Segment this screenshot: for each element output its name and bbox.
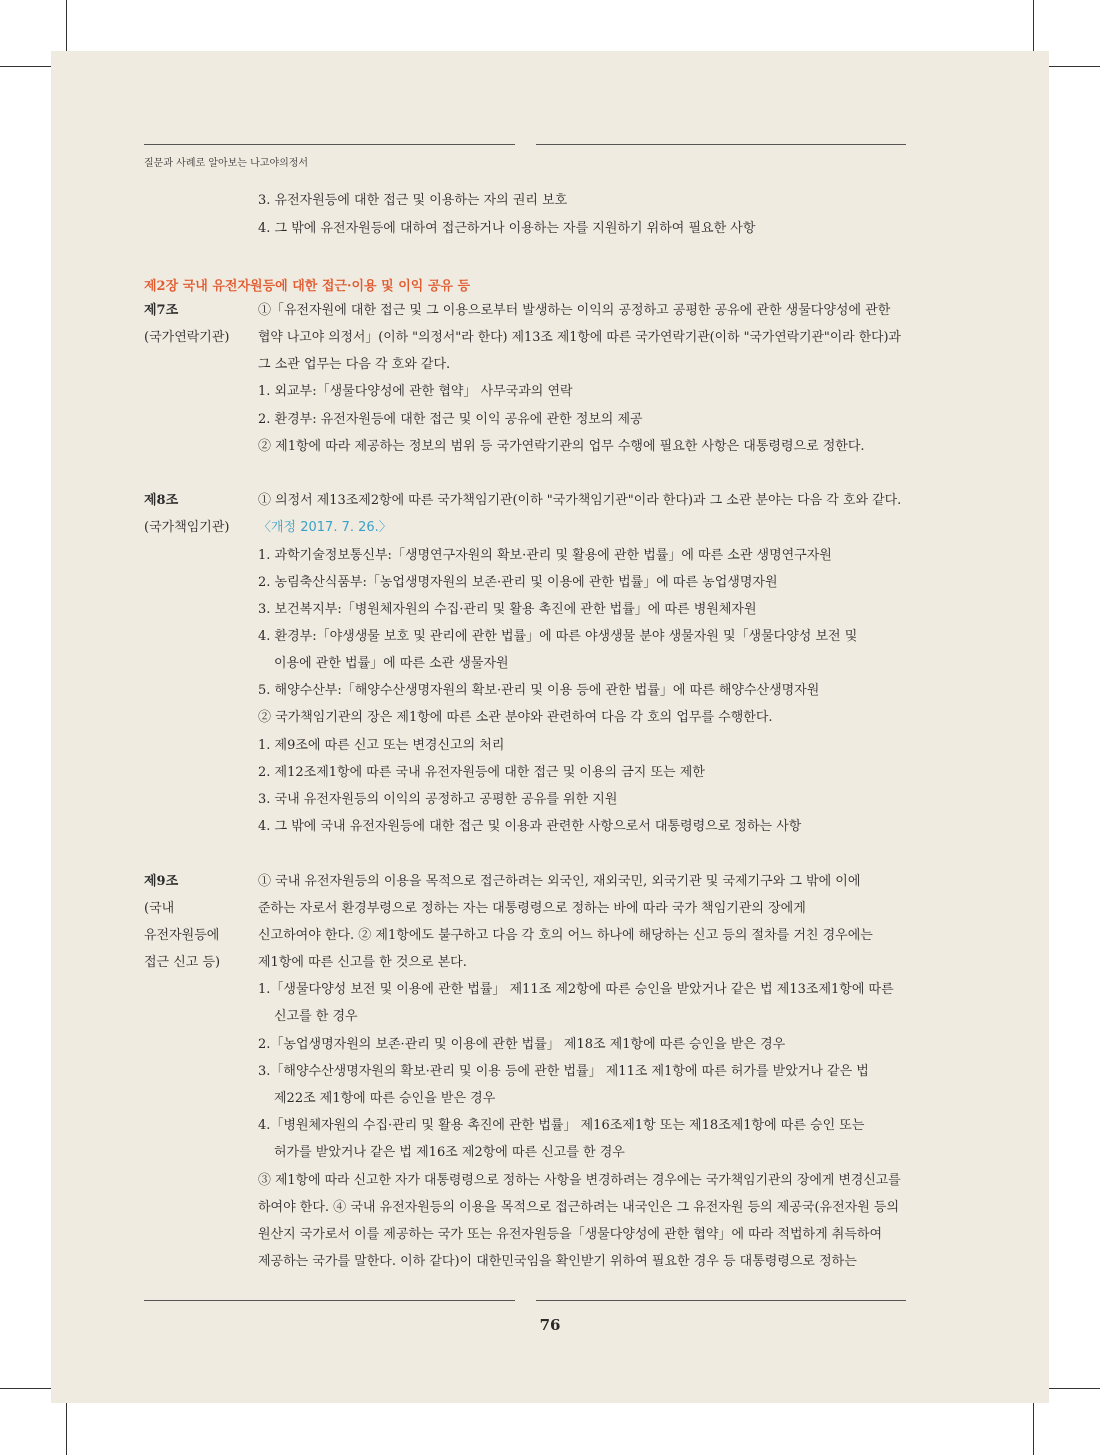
crop-mark [1049,66,1100,67]
page-sheet [51,51,1049,1403]
text-line: 1. 외교부:「생물다양성에 관한 협약」 사무국과의 연락 [258,384,573,399]
article-title: 유전자원등에 [144,928,220,943]
crop-mark [0,66,51,67]
text-line: 원산지 국가로서 이를 제공하는 국가 또는 유전자원등을「생물다양성에 관한 협약」에 따라 적법하게 취득하여 [258,1227,883,1242]
page-number: 76 [539,1316,561,1334]
crop-mark [1033,0,1034,51]
running-title: 질문과 사례로 알아보는 나고야의정서 [144,158,309,169]
text-line: 3.「해양수산생명자원의 확보·관리 및 이용 등에 관한 법률」 제11조 제1항에 따른 허가를 받았거나 같은 법 [258,1064,869,1079]
article-number: 제8조 [144,493,179,508]
text-line: 1. 과학기술정보통신부:「생명연구자원의 확보·관리 및 활용에 관한 법률」에 따른 소관 생명연구자원 [258,548,832,563]
text-line: ② 제1항에 따라 제공하는 정보의 범위 등 국가연락기관의 업무 수행에 필요한 사항은 대통령령으로 정한다. [258,439,865,454]
text-line: 2. 제12조제1항에 따른 국내 유전자원등에 대한 접근 및 이용의 금지 또는 제한 [258,765,705,780]
crop-mark [66,1403,67,1455]
text-line: 하여야 한다. ④ 국내 유전자원등의 이용을 목적으로 접근하려는 내국인은 그 유전자원 등의 제공국(유전자원 등의 [258,1200,900,1215]
text-line: 5. 해양수산부:「해양수산생명자원의 확보·관리 및 이용 등에 관한 법률」에 따른 해양수산생명자원 [258,683,820,698]
text-line: ② 국가책임기관의 장은 제1항에 따른 소관 분야와 관련하여 다음 각 호의 업무를 수행한다. [258,710,773,725]
text-line: 협약 나고야 의정서」(이하 "의정서"라 한다) 제13조 제1항에 따른 국가연락기관(이하 "국가연락기관"이라 한다)과 [258,330,901,345]
text-line: 4. 환경부:「야생생물 보호 및 관리에 관한 법률」에 따른 야생생물 분야 생물자원 및「생물다양성 보전 및 [258,629,858,644]
bottom-rule-right [536,1300,906,1301]
article-title: (국가연락기관) [144,330,230,345]
text-line: 2. 농림축산식품부:「농업생명자원의 보존·관리 및 이용에 관한 법률」에 따른 농업생명자원 [258,575,778,590]
chapter-heading: 제2장 국내 유전자원등에 대한 접근·이용 및 이익 공유 등 [144,279,471,294]
text-line: 제22조 제1항에 따른 승인을 받은 경우 [274,1091,496,1106]
text-line: ③ 제1항에 따라 신고한 자가 대통령령으로 정하는 사항을 변경하려는 경우에는 국가책임기관의 장에게 변경신고를 [258,1173,901,1188]
text-line: 2. 환경부: 유전자원등에 대한 접근 및 이익 공유에 관한 정보의 제공 [258,412,643,427]
text-line: 4. 그 밖에 유전자원등에 대하여 접근하거나 이용하는 자를 지원하기 위하여 필요한 사항 [258,221,756,236]
text-line: ① 의정서 제13조제2항에 따른 국가책임기관(이하 "국가책임기관"이라 한다)과 그 소관 분야는 다음 각 호와 같다. [258,493,902,508]
article-number: 제9조 [144,874,179,889]
text-line: 제1항에 따른 신고를 한 것으로 본다. [258,955,467,970]
text-line: 제공하는 국가를 말한다. 이하 같다)이 대한민국임을 확인받기 위하여 필요한 경우 등 대통령령으로 정하는 [258,1254,857,1269]
article-title: 접근 신고 등) [144,955,221,970]
crop-mark [66,0,67,51]
article-number: 제7조 [144,303,179,318]
crop-mark [0,1388,51,1389]
text-line: 3. 국내 유전자원등의 이익의 공정하고 공평한 공유를 위한 지원 [258,792,618,807]
text-line: 1. 제9조에 따른 신고 또는 변경신고의 처리 [258,738,505,753]
text-line: 3. 보건복지부:「병원체자원의 수집·관리 및 활용 촉진에 관한 법률」에 따른 병원체자원 [258,602,757,617]
crop-mark [1033,1403,1034,1455]
text-line: 신고를 한 경우 [274,1009,358,1024]
text-line: 신고하여야 한다. ② 제1항에도 불구하고 다음 각 호의 어느 하나에 해당하는 신고 등의 절차를 거친 경우에는 [258,928,873,943]
text-line: 4.「병원체자원의 수집·관리 및 활용 촉진에 관한 법률」 제16조제1항 또는 제18조제1항에 따른 승인 또는 [258,1118,865,1133]
article-title: (국가책임기관) [144,520,230,535]
top-rule-right [536,144,906,145]
top-rule-left [144,144,515,145]
bottom-rule-left [144,1300,515,1301]
text-line: 4. 그 밖에 국내 유전자원등에 대한 접근 및 이용과 관련한 사항으로서 대통령령으로 정하는 사항 [258,819,802,834]
text-line: 1.「생물다양성 보전 및 이용에 관한 법률」 제11조 제2항에 따른 승인을 받았거나 같은 법 제13조제1항에 따른 [258,982,894,997]
article-title: (국내 [144,901,175,916]
text-line: 3. 유전자원등에 대한 접근 및 이용하는 자의 권리 보호 [258,193,568,208]
text-line: 허가를 받았거나 같은 법 제16조 제2항에 따른 신고를 한 경우 [274,1145,625,1160]
text-line: 준하는 자로서 환경부령으로 정하는 자는 대통령령으로 정하는 바에 따라 국가 책임기관의 장에게 [258,901,806,916]
crop-mark [1049,1388,1100,1389]
revision-note: 〈개정 2017. 7. 26.〉 [258,520,392,535]
text-line: 그 소관 업무는 다음 각 호와 같다. [258,357,451,372]
text-line: 2.「농업생명자원의 보존·관리 및 이용에 관한 법률」 제18조 제1항에 따른 승인을 받은 경우 [258,1037,786,1052]
text-line: ① 국내 유전자원등의 이용을 목적으로 접근하려는 외국인, 재외국민, 외국기관 및 국제기구와 그 밖에 이에 [258,874,861,889]
text-line: 이용에 관한 법률」에 따른 소관 생물자원 [274,656,509,671]
text-line: ①「유전자원에 대한 접근 및 그 이용으로부터 발생하는 이익의 공정하고 공평한 공유에 관한 생물다양성에 관한 [258,303,891,318]
